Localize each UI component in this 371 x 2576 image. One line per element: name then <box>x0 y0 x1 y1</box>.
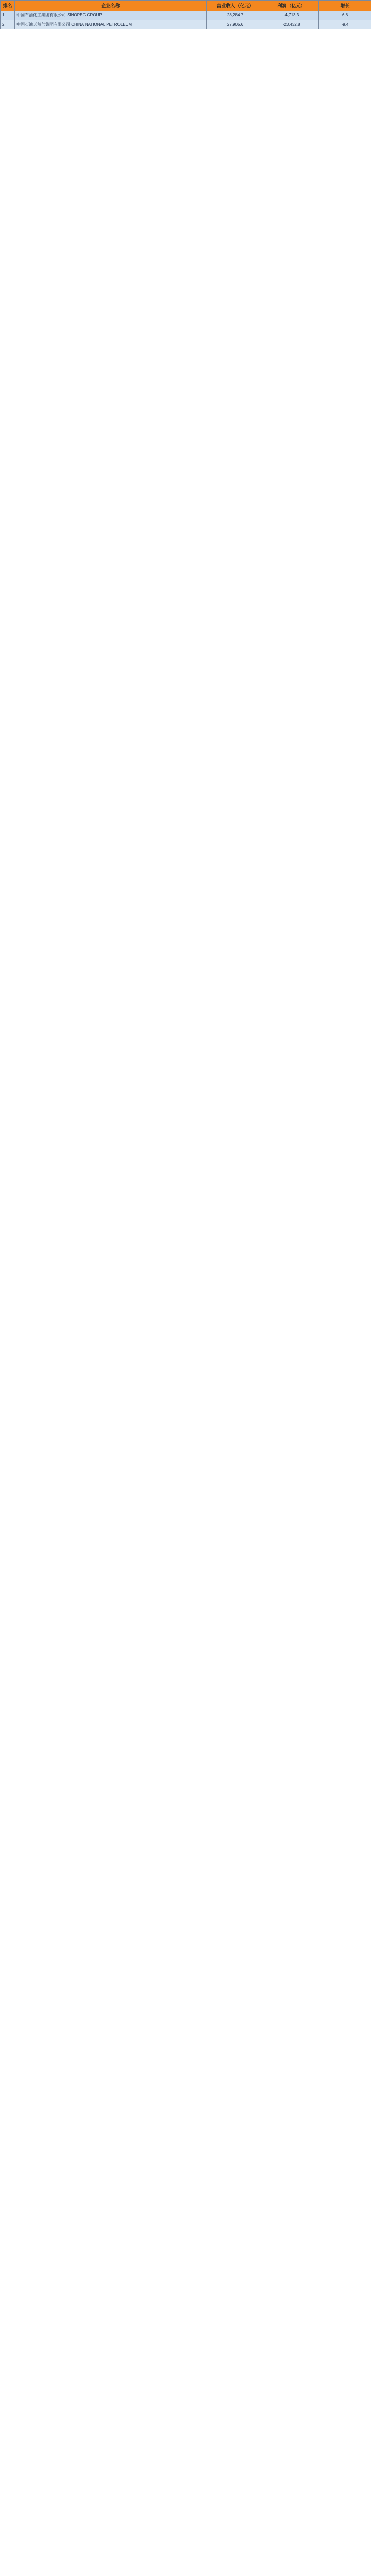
ranking-table <box>0 0 371 29</box>
header-company: 企业名称 <box>15 1 207 11</box>
cell-rank: 2 <box>1 20 15 29</box>
cell-revenue: 27,905.6 <box>207 20 264 29</box>
header-growth: 增长 <box>319 1 371 11</box>
cell-revenue: 28,284.7 <box>207 11 264 20</box>
table-header <box>1 1 371 11</box>
header-rank: 排名 <box>1 1 15 11</box>
cell-rank: 1 <box>1 11 15 20</box>
table-row <box>1 11 371 20</box>
cell-growth: -9.4 <box>319 20 371 29</box>
cell-profit: -23,432.8 <box>264 20 319 29</box>
cell-company: 中国石油化工集团有限公司 SINOPEC GROUP <box>15 11 207 20</box>
header-row <box>1 1 371 11</box>
header-profit: 利润（亿元） <box>264 1 319 11</box>
table-row <box>1 20 371 29</box>
cell-profit: -4,713.3 <box>264 11 319 20</box>
table-body <box>1 11 371 29</box>
cell-company: 中国石油天然气集团有限公司 CHINA NATIONAL PETROLEUM <box>15 20 207 29</box>
cell-growth: 6.8 <box>319 11 371 20</box>
header-revenue: 营业收入（亿元） <box>207 1 264 11</box>
